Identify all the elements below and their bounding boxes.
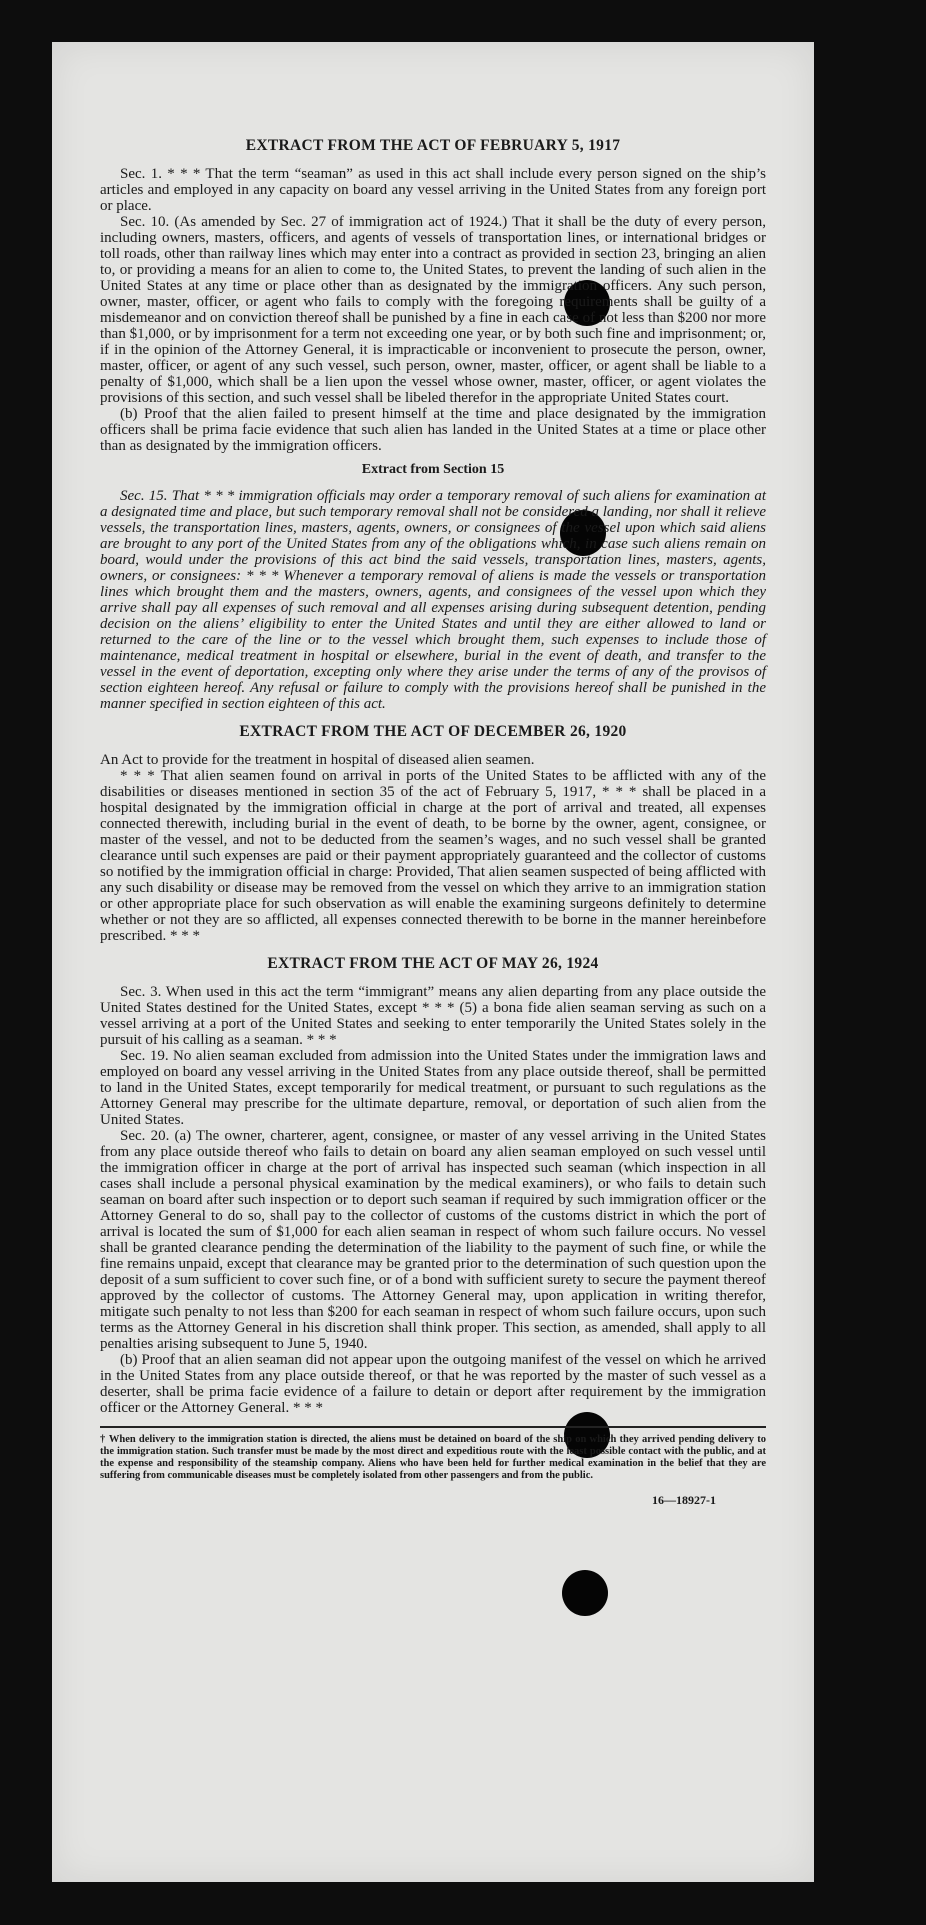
paragraph: Sec. 10. (As amended by Sec. 27 of immigration act of 1924.) That it shall be the duty of every person, including owners, masters, officers, and agents of vessels of transportation lines, or international bridges or toll roads, other than railway lines which may enter into a contract as provided in section 23, bringing an alien to, or providing a means for an alien to come to, the United States, to prevent the landing of such alien in the United States at any time or place other than as designated by the immigration officers. Any such person, owner, master, officer, or agent who fails to comply with the foregoing requirements shall be guilty of a misdemeanor and on conviction thereof shall be punished by a fine in each case of not less than $200 nor more than $1,000, or by imprisonment for a term not exceeding one year, or by both such fine and imprisonment; or, if in the opinion of the Attorney General, it is impracticable or inconvenient to prosecute the person, owner, master, officer, or agent of any such vessel, such person, owner, master, officer, or agent shall be liable to a penalty of $1,000, which shall be a lien upon the vessel whose owner, master, officer, or agent violates the provisions of this section, and such vessel shall be libeled therefor in the appropriate United States court. <box>100 214 766 406</box>
paragraph: Sec. 1. * * * That the term “seaman” as used in this act shall include every person signed on the ship’s articles and employed in any capacity on board any vessel arriving in the United States from any foreign port or place. <box>100 166 766 214</box>
footnote-divider <box>100 1426 766 1428</box>
section-heading: EXTRACT FROM THE ACT OF FEBRUARY 5, 1917 <box>245 137 621 154</box>
document-page <box>52 42 814 1882</box>
section-heading: EXTRACT FROM THE ACT OF MAY 26, 1924 <box>267 955 599 972</box>
document-body <box>100 138 766 1508</box>
form-number: 16—18927-1 <box>652 1493 716 1507</box>
paragraph: Sec. 3. When used in this act the term “immigrant” means any alien departing from any place outside the United States destined for the United States, except * * * (5) a bona fide alien seaman serving as such on a vessel arriving at a port of the United States and seeking to enter temporarily the United States solely in the pursuit of his calling as a seaman. * * * <box>100 984 766 1048</box>
punch-hole <box>562 1570 608 1616</box>
paragraph: Sec. 15. That * * * immigration officials may order a temporary removal of such aliens for examination at a designated time and place, but such temporary removal shall not be considered a landing, nor shall it relieve vessels, the transportation lines, masters, agents, owners, or consignees of the vessel upon which said aliens are brought to any port of the United States from any of the obligations which, in case such aliens remain on board, would under the provisions of this act bind the said vessels, transportation lines, masters, agents, owners, or consignees: * * * Whenever a temporary removal of aliens is made the vessels or transportation lines which brought them and the masters, owners, agents, and consignees of the vessel upon which they arrive shall pay all expenses of such removal and all expenses arising during subsequent detention, pending decision on the aliens’ eligibility to enter the United States and until they are either allowed to land or returned to the care of the line or to the vessel which brought them, such expenses to include those of maintenance, medical treatment in hospital or elsewhere, burial in the event of death, and transfer to the vessel in the event of deportation, excepting only where they arise under the terms of any of the provisos of section eighteen hereof. Any refusal or failure to comply with the provisions hereof shall be punished in the manner specified in section eighteen of this act. <box>100 488 766 712</box>
paragraph: Sec. 20. (a) The owner, charterer, agent, consignee, or master of any vessel arriving in the United States from any place outside thereof who fails to detain on board any alien seaman employed on such vessel until the immigration officer in charge at the port of arrival has inspected such seaman (which inspection in all cases shall include a personal physical examination by the medical examiners), or who fails to detain such seaman on board after such inspection or to deport such seaman if required by such immigration officer or the Attorney General to do so, shall pay to the collector of customs of the customs district in which the port of arrival is located the sum of $1,000 for each alien seaman in respect of whom such failure occurs. No vessel shall be granted clearance pending the determination of the liability to the payment of such fine, or while the fine remains unpaid, except that clearance may be granted prior to the determination of such question upon the deposit of a sum sufficient to cover such fine, or of a bond with sufficient surety to secure the payment thereof approved by the collector of customs. The Attorney General may, upon application in writing therefor, mitigate such penalty to not less than $200 for each seaman in respect of whom such failure occurs, upon such terms as the Attorney General in his discretion shall think proper. This section, as amended, shall apply to all penalties arising subsequent to June 5, 1940. <box>100 1128 766 1352</box>
section-heading: EXTRACT FROM THE ACT OF DECEMBER 26, 1920 <box>239 723 627 740</box>
subsection-heading: Extract from Section 15 <box>361 462 505 477</box>
paragraph: Sec. 19. No alien seaman excluded from admission into the United States under the immigration laws and employed on board any vessel arriving in the United States from any place outside thereof, shall be permitted to land in the United States, except temporarily for medical treatment, or pursuant to such regulations as the Attorney General may prescribe for the ultimate departure, removal, or deportation of such alien from the United States. <box>100 1048 766 1128</box>
paragraph: An Act to provide for the treatment in hospital of diseased alien seamen. <box>100 752 535 768</box>
paragraph: (b) Proof that an alien seaman did not appear upon the outgoing manifest of the vessel on which he arrived in the United States from any place outside thereof, or that he was reported by the master of such vessel as a deserter, shall be prima facie evidence of a failure to detain or deport after requirement by the immigration officer or the Attorney General. * * * <box>100 1352 766 1416</box>
paragraph: * * * That alien seamen found on arrival in ports of the United States to be afflicted with any of the disabilities or diseases mentioned in section 35 of the act of February 5, 1917, * * * shall be placed in a hospital designated by the immigration official in charge at the port of arrival and treated, all expenses connected therewith, including burial in the event of death, to be borne by the owner, agent, consignee, or master of the vessel, and not to be deducted from the seamen’s wages, and no such vessel shall be granted clearance until such expenses are paid or their payment appropriately guaranteed and the collector of customs so notified by the immigration official in charge: Provided, That alien seamen suspected of being afflicted with any such disability or disease may be removed from the vessel on which they arrive to an immigration station or other appropriate place for such observation as will enable the examining surgeons definitely to determine whether or not they are so afflicted, all expenses connected therewith to be borne in the manner hereinbefore prescribed. * * * <box>100 768 766 944</box>
paragraph: (b) Proof that the alien failed to present himself at the time and place designated by the immigration officers shall be prima facie evidence that such alien has landed in the United States at a time or place other than as designated by the immigration officers. <box>100 406 766 454</box>
footnote: † When delivery to the immigration station is directed, the aliens must be detained on board of the ship on which they arrived pending delivery to the immigration station. Such transfer must be made by the most direct and expeditious route with the least possible contact with the public, and at the expense and responsibility of the steamship company. Aliens who have been held for further medical examination in the belief that they are suffering from communicable diseases must be completely isolated from other passengers and from the public. <box>100 1434 766 1481</box>
